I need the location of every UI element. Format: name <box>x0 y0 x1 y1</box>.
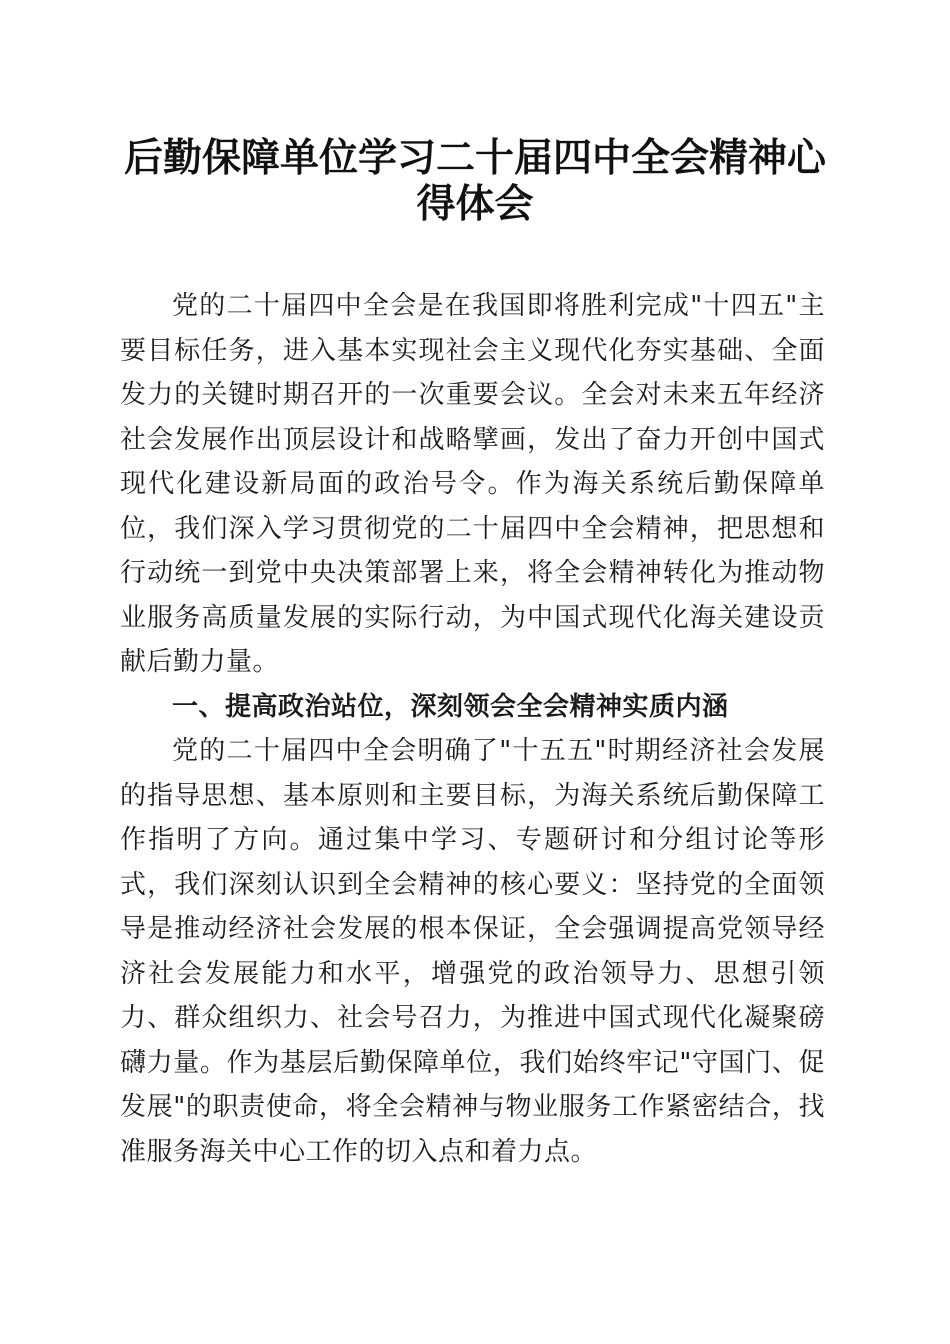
document-body <box>120 284 825 1174</box>
section-heading-1: 一、提高政治站位，深刻领会全会精神实质内涵 <box>172 691 729 722</box>
paragraph-intro: 党的二十届四中全会是在我国即将胜利完成"十四五"主要目标任务，进入基本实现社会主义现代化夯实基础、全面发力的关键时期召开的一次重要会议。全会对未来五年经济社会发展作出顶层设计和战略擘画，发出了奋力开创中国式现代化建设新局面的政治号令。作为海关系统后勤保障单位，我们深入学习贯彻党的二十届四中全会精神，把思想和行动统一到党中央决策部署上来，将全会精神转化为推动物业服务高质量发展的实际行动，为中国式现代化海关建设贡献后勤力量。 <box>120 291 825 677</box>
paragraph-section-1: 党的二十届四中全会明确了"十五五"时期经济社会发展的指导思想、基本原则和主要目标，为海关系统后勤保障工作指明了方向。通过集中学习、专题研讨和分组讨论等形式，我们深刻认识到全会精神的核心要义：坚持党的全面领导是推动经济社会发展的根本保证，全会强调提高党领导经济社会发展能力和水平，增强党的政治领导力、思想引领力、群众组织力、社会号召力，为推进中国式现代化凝聚磅礴力量。作为基层后勤保障单位，我们始终牢记"守国门、促发展"的职责使命，将全会精神与物业服务工作紧密结合，找准服务海关中心工作的切入点和着力点。 <box>120 736 825 1167</box>
document-title: 后勤保障单位学习二十届四中全会精神心得体会 <box>123 135 826 227</box>
